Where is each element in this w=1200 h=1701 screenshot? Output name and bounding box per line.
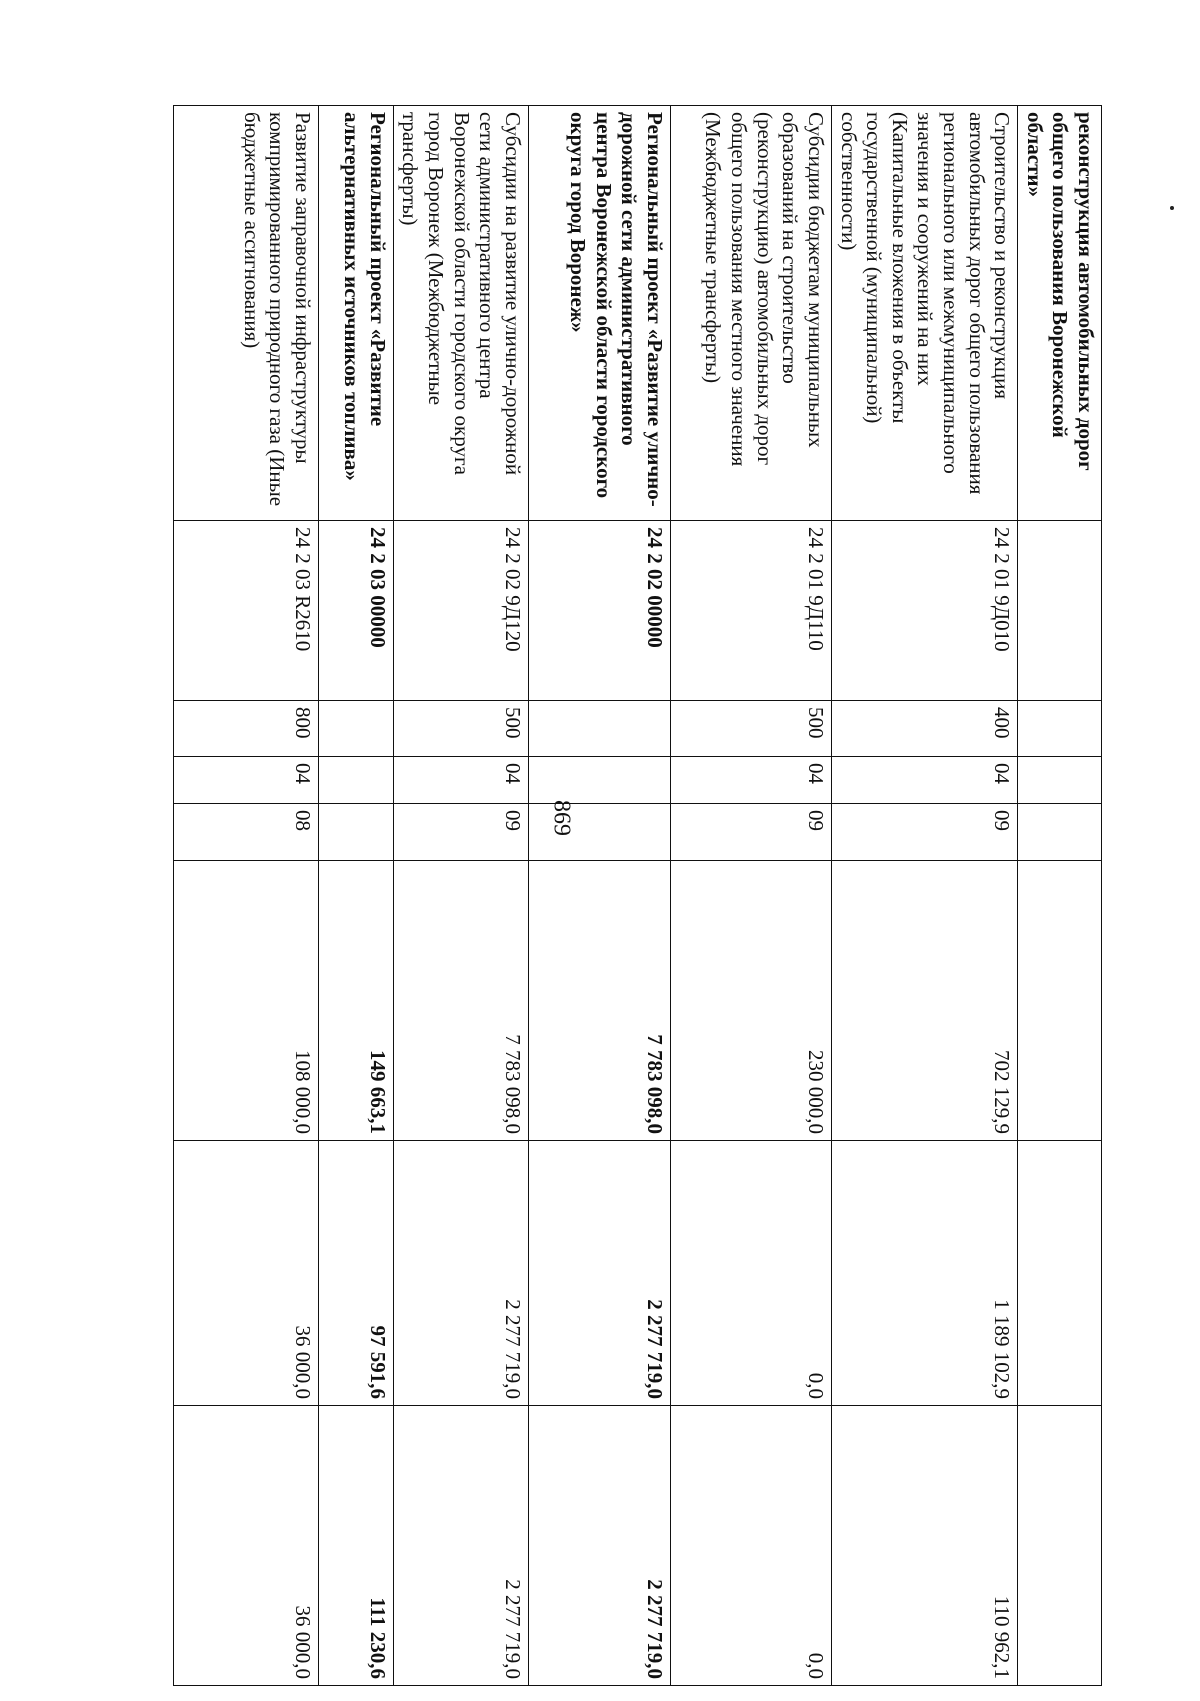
section-code: 04 <box>670 757 831 804</box>
row-description: Субсидии бюджетам муниципальных образований на строительство (реконструкцию) автомобильных дорог общего пользования местного значения (Межбюджетные трансферты) <box>670 106 831 521</box>
row-description: Развитие заправочной инфраструктуры компримированного природного газа (Иные бюджетные ассигнования) <box>173 106 318 521</box>
section-code <box>318 757 393 804</box>
expense-type-code: 500 <box>393 701 528 757</box>
row-description: Строительство и реконструкция автомобильных дорог общего пользования регионального или межмуниципального значения и сооружений на них (Капитальные вложения в объекты государственной (муниципальной) собственности) <box>831 106 1017 521</box>
table-row <box>670 106 831 1686</box>
table-row <box>318 106 393 1686</box>
amount-year-1: 230 000,0 <box>670 861 831 1141</box>
amount-year-1: 108 000,0 <box>173 861 318 1141</box>
target-article-code: 24 2 01 9Д010 <box>831 521 1017 701</box>
subsection-code <box>318 804 393 861</box>
subsection-code: 09 <box>670 804 831 861</box>
row-description: Региональный проект «Развитие улично-дорожной сети административного центра Воронежской области городского округа город Воронеж» <box>528 106 670 521</box>
row-description: Субсидии на развитие улично-дорожной сети административного центра Воронежской области городского округа город Воронеж (Межбюджетные трансферты) <box>393 106 528 521</box>
amount-year-2: 36 000,0 <box>173 1141 318 1406</box>
row-description: Региональный проект «Развитие альтернативных источников топлива» <box>318 106 393 521</box>
amount-year-1: 7 783 098,0 <box>528 861 670 1141</box>
table-row <box>173 106 318 1686</box>
amount-year-3 <box>1018 1406 1102 1686</box>
amount-year-1: 149 663,1 <box>318 861 393 1141</box>
amount-year-3: 0,0 <box>670 1406 831 1686</box>
amount-year-1: 7 783 098,0 <box>393 861 528 1141</box>
page-number: 869 <box>548 800 575 836</box>
amount-year-2: 0,0 <box>670 1141 831 1406</box>
amount-year-3: 2 277 719,0 <box>393 1406 528 1686</box>
expense-type-code <box>1018 701 1102 757</box>
amount-year-2: 2 277 719,0 <box>528 1141 670 1406</box>
expense-type-code <box>318 701 393 757</box>
target-article-code: 24 2 03 R2610 <box>173 521 318 701</box>
stray-dot <box>1170 206 1174 210</box>
expense-type-code: 500 <box>670 701 831 757</box>
target-article-code: 24 2 03 00000 <box>318 521 393 701</box>
amount-year-1 <box>1018 861 1102 1141</box>
amount-year-2: 2 277 719,0 <box>393 1141 528 1406</box>
subsection-code <box>528 804 670 861</box>
section-code <box>1018 757 1102 804</box>
table-row <box>831 106 1017 1686</box>
section-code: 04 <box>831 757 1017 804</box>
target-article-code: 24 2 02 9Д120 <box>393 521 528 701</box>
amount-year-3: 110 962,1 <box>831 1406 1017 1686</box>
section-code: 04 <box>173 757 318 804</box>
rotated-table-frame <box>205 105 1102 1685</box>
section-code: 04 <box>393 757 528 804</box>
subsection-code: 08 <box>173 804 318 861</box>
amount-year-2: 97 591,6 <box>318 1141 393 1406</box>
amount-year-3: 2 277 719,0 <box>528 1406 670 1686</box>
table-row <box>528 106 670 1686</box>
amount-year-2 <box>1018 1141 1102 1406</box>
row-description: реконструкция автомобильных дорог общего пользования Воронежской области» <box>1018 106 1102 521</box>
expense-type-code: 400 <box>831 701 1017 757</box>
section-code <box>528 757 670 804</box>
amount-year-3: 36 000,0 <box>173 1406 318 1686</box>
subsection-code <box>1018 804 1102 861</box>
amount-year-3: 111 230,6 <box>318 1406 393 1686</box>
target-article-code: 24 2 02 00000 <box>528 521 670 701</box>
amount-year-1: 702 129,9 <box>831 861 1017 1141</box>
subsection-code: 09 <box>831 804 1017 861</box>
table-row <box>1018 106 1102 1686</box>
budget-table <box>173 105 1102 1686</box>
subsection-code: 09 <box>393 804 528 861</box>
table-row <box>393 106 528 1686</box>
target-article-code <box>1018 521 1102 701</box>
expense-type-code <box>528 701 670 757</box>
target-article-code: 24 2 01 9Д110 <box>670 521 831 701</box>
expense-type-code: 800 <box>173 701 318 757</box>
amount-year-2: 1 189 102,9 <box>831 1141 1017 1406</box>
